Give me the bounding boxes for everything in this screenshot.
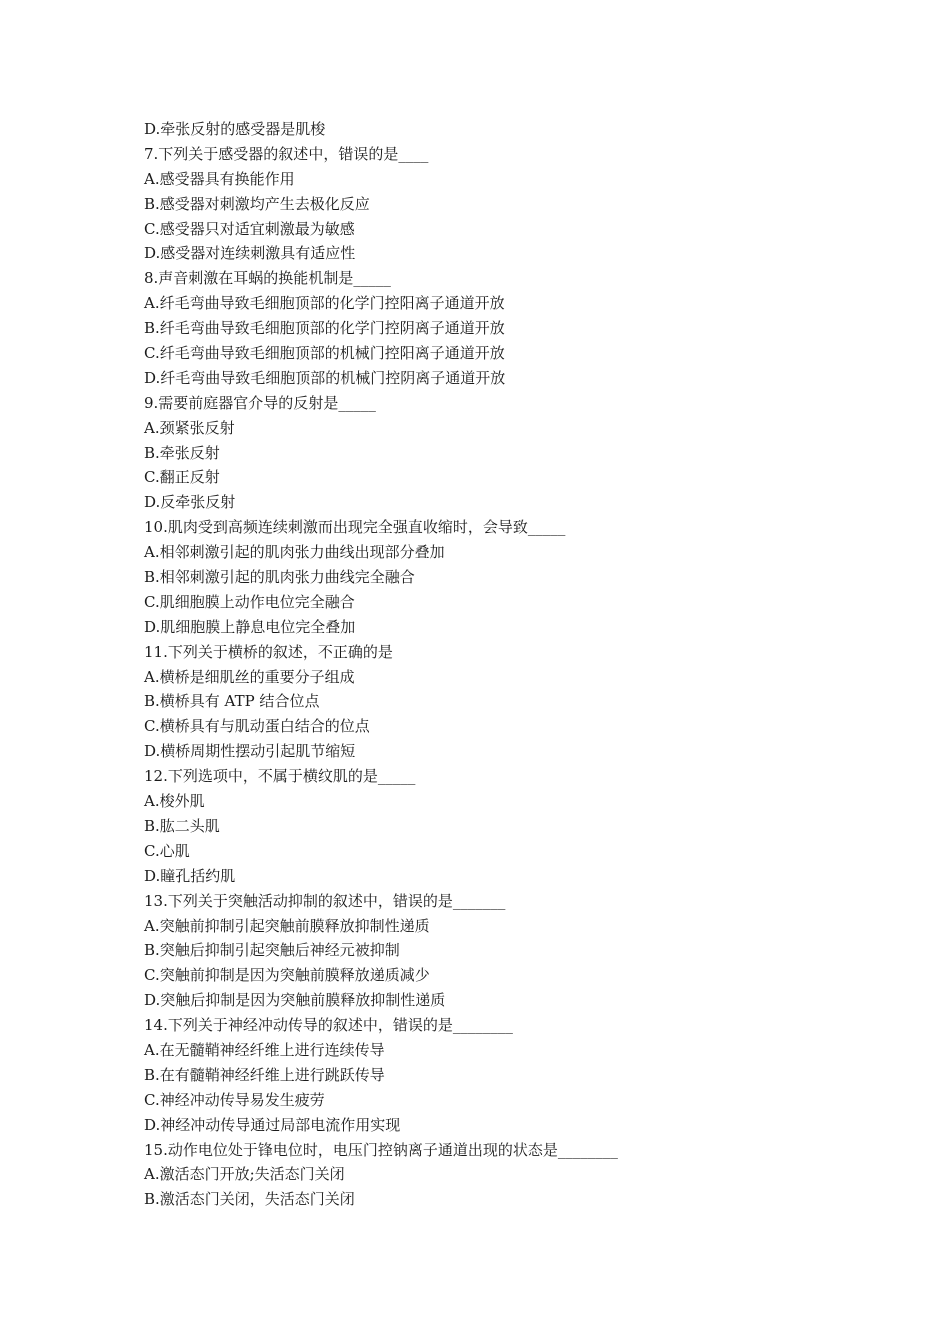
option-text: B.感受器对刺激均产生去极化反应 <box>144 194 370 213</box>
option-text: A.横桥是细肌丝的重要分子组成 <box>144 667 355 686</box>
option-text: B.纤毛弯曲导致毛细胞顶部的化学门控阴离子通道开放 <box>144 319 505 338</box>
question-7: 7.下列关于感受器的叙述中，错误的是____ <box>144 144 429 163</box>
question-14: 14.下列关于神经冲动传导的叙述中，错误的是________ <box>144 1016 513 1035</box>
option-text: A.颈紧张反射 <box>144 418 235 437</box>
question-list <box>144 117 844 1212</box>
question-9: 9.需要前庭器官介导的反射是_____ <box>144 393 376 412</box>
option-text: A.在无髓鞘神经纤维上进行连续传导 <box>144 1040 385 1059</box>
option-text: B.肱二头肌 <box>144 816 220 835</box>
option-text: C.翻正反射 <box>144 468 220 487</box>
option-text: D.牵张反射的感受器是肌梭 <box>144 120 326 138</box>
question-13: 13.下列关于突触活动抑制的叙述中，错误的是_______ <box>144 891 506 910</box>
question-10: 10.肌肉受到高频连续刺激而出现完全强直收缩时，会导致_____ <box>144 518 566 537</box>
option-text: D.感受器对连续刺激具有适应性 <box>144 244 356 263</box>
option-text: D.瞳孔括约肌 <box>144 866 236 885</box>
option-text: B.突触后抑制引起突触后神经元被抑制 <box>144 941 400 960</box>
option-text: D.横桥周期性摆动引起肌节缩短 <box>144 742 356 761</box>
option-text: C.横桥具有与肌动蛋白结合的位点 <box>144 717 370 736</box>
option-text: C.肌细胞膜上动作电位完全融合 <box>144 592 355 611</box>
question-11: 11.下列关于横桥的叙述，不正确的是 <box>144 642 393 661</box>
option-text: D.神经冲动传导通过局部电流作用实现 <box>144 1115 401 1134</box>
option-text: D.反牵张反射 <box>144 493 236 512</box>
option-text: A.相邻刺激引起的肌肉张力曲线出现部分叠加 <box>144 543 445 562</box>
option-text: B.牵张反射 <box>144 443 220 462</box>
question-8: 8.声音刺激在耳蜗的换能机制是_____ <box>144 269 391 288</box>
option-text: A.梭外肌 <box>144 792 205 811</box>
option-text: C.神经冲动传导易发生疲劳 <box>144 1090 325 1109</box>
option-text: B.横桥具有 ATP 结合位点 <box>144 692 320 711</box>
option-text: C.突触前抑制是因为突触前膜释放递质减少 <box>144 966 430 985</box>
question-12: 12.下列选项中，不属于横纹肌的是_____ <box>144 767 416 786</box>
option-text: A.感受器具有换能作用 <box>144 169 295 188</box>
option-text: D.肌细胞膜上静息电位完全叠加 <box>144 617 356 636</box>
option-text: D.突触后抑制是因为突触前膜释放抑制性递质 <box>144 991 446 1010</box>
option-text: A.纤毛弯曲导致毛细胞顶部的化学门控阳离子通道开放 <box>144 294 505 313</box>
option-text: C.心肌 <box>144 841 190 860</box>
option-text: B.激活态门关闭，失活态门关闭 <box>144 1190 355 1209</box>
option-text: C.感受器只对适宜刺激最为敏感 <box>144 219 355 238</box>
option-text: C.纤毛弯曲导致毛细胞顶部的机械门控阳离子通道开放 <box>144 344 505 363</box>
option-text: B.相邻刺激引起的肌肉张力曲线完全融合 <box>144 568 415 587</box>
option-text: D.纤毛弯曲导致毛细胞顶部的机械门控阴离子通道开放 <box>144 368 506 387</box>
question-15: 15.动作电位处于锋电位时，电压门控钠离子通道出现的状态是________ <box>144 1140 618 1159</box>
option-text: A.突触前抑制引起突触前膜释放抑制性递质 <box>144 916 430 935</box>
option-text: B.在有髓鞘神经纤维上进行跳跃传导 <box>144 1065 385 1084</box>
option-text: A.激活态门开放;失活态门关闭 <box>144 1165 345 1184</box>
